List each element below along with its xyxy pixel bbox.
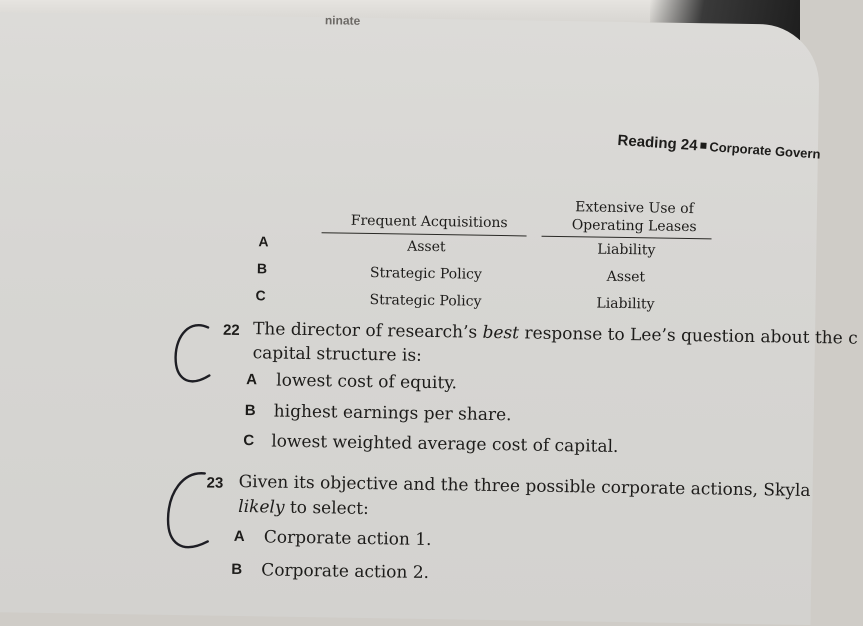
table-cell: Liability: [596, 295, 655, 313]
table-row-letter: A: [258, 233, 269, 250]
option-letter: A: [233, 527, 245, 546]
option-letter: B: [244, 402, 256, 420]
question-number: 22: [222, 321, 240, 339]
table-row-letter: B: [256, 260, 268, 277]
handwritten-c-mark: [169, 315, 220, 396]
book-page: [0, 12, 858, 625]
question-23-line1: Given its objective and the three possible corporate actions, Skyla: [238, 471, 811, 501]
option-letter: A: [246, 371, 258, 389]
table-col-header-2: [547, 198, 723, 237]
col-header-2-line2: Operating Leases: [571, 217, 697, 236]
question-text: The director of research’s: [252, 319, 483, 343]
question-emphasis: likely: [238, 496, 285, 518]
option-text: Corporate action 1.: [263, 527, 432, 550]
col-header-1-text: Frequent Acquisitions: [350, 212, 508, 232]
option-text: lowest cost of equity.: [276, 370, 458, 394]
col-header-2-line1: Extensive Use of: [575, 199, 694, 218]
table-cell: Asset: [606, 268, 646, 286]
table-row-letter: C: [255, 287, 266, 304]
question-text: response to Lee’s question about the c: [518, 323, 858, 349]
question-23-line2: [238, 497, 369, 519]
running-head: [617, 132, 821, 163]
option-text: lowest weighted average cost of capital.: [271, 431, 619, 457]
question-emphasis: best: [482, 322, 520, 344]
table-col-rule-2: [542, 236, 712, 240]
question-text: to select:: [284, 497, 369, 520]
table-cell: Strategic Policy: [369, 265, 482, 283]
table-cell: Strategic Policy: [369, 291, 482, 310]
previous-page-fragment: ninate: [324, 13, 361, 28]
table-cell: Liability: [597, 241, 656, 259]
running-head-section: Corporate Govern: [708, 139, 821, 162]
table-col-rule-1: [322, 232, 527, 236]
question-22-line2: capital structure is:: [252, 343, 423, 366]
square-bullet-icon: [700, 143, 706, 149]
question-number: 23: [206, 474, 224, 492]
table-cell: Asset: [407, 238, 446, 256]
option-letter: C: [243, 432, 255, 450]
table-col-header-1: [342, 212, 517, 233]
option-text: Corporate action 2.: [261, 560, 430, 583]
running-head-reading: Reading 24: [617, 131, 699, 155]
option-letter: B: [231, 560, 243, 579]
option-text: highest earnings per share.: [273, 401, 512, 426]
